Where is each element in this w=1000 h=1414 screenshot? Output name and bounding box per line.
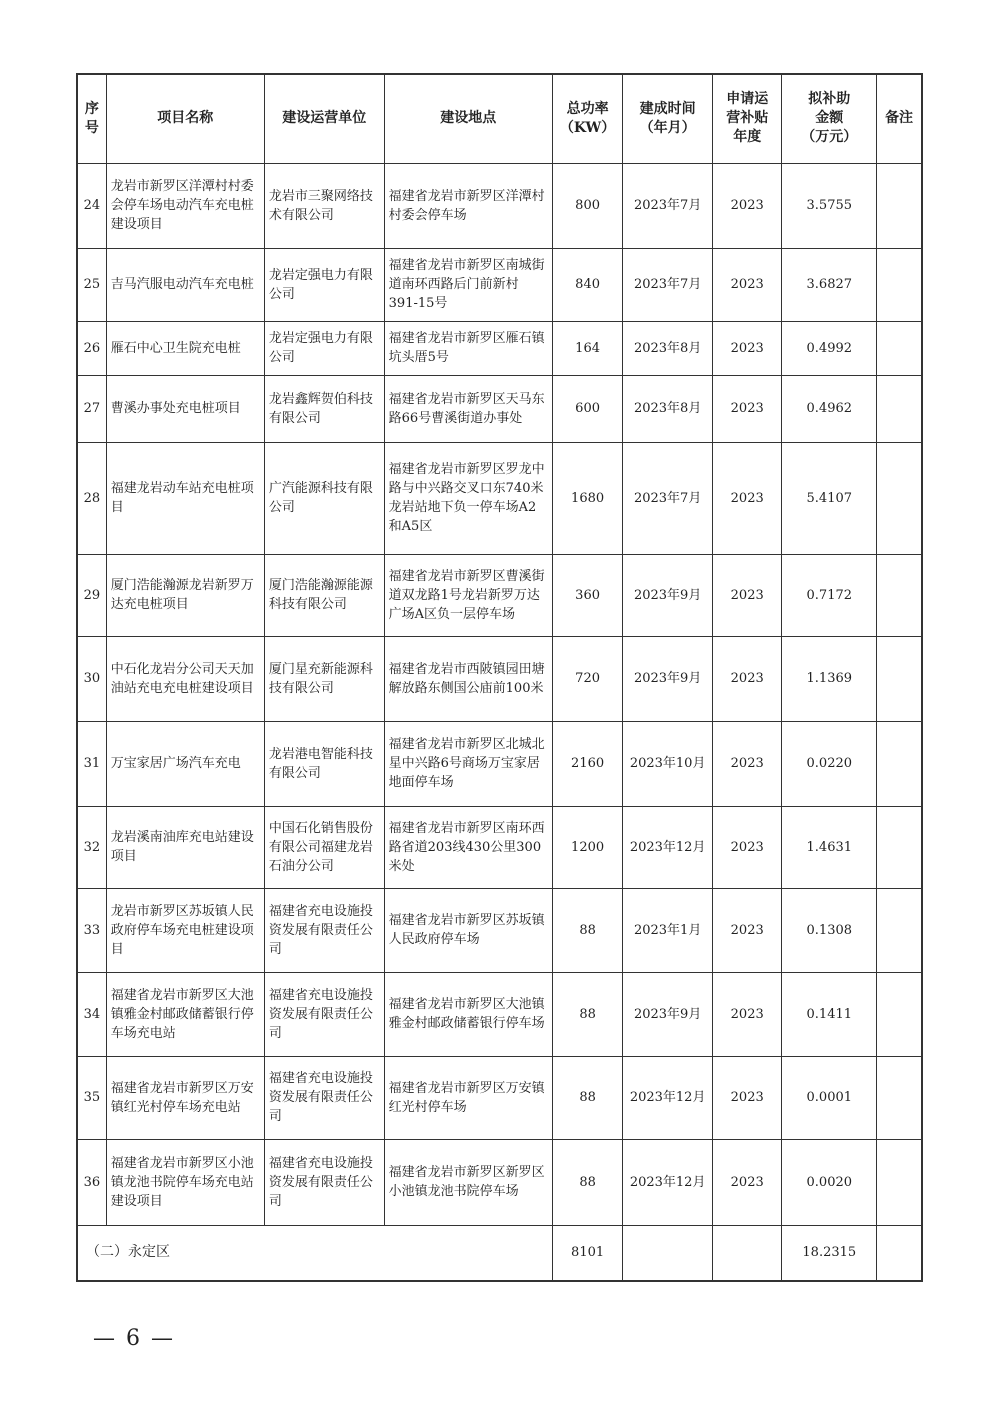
header-line: 年度 (733, 129, 762, 146)
header-line: 拟补助 (808, 91, 851, 108)
table-row (77, 375, 922, 442)
cell-built: 2023年7月 (623, 248, 713, 321)
cell-year: 2023 (712, 636, 781, 721)
cell-no: 35 (77, 1056, 106, 1139)
cell-location: 福建省龙岩市新罗区万安镇红光村停车场 (384, 1056, 552, 1139)
cell-no: 33 (77, 888, 106, 972)
table-row (77, 442, 922, 554)
cell-built: 2023年9月 (623, 554, 713, 636)
cell-built: 2023年9月 (623, 972, 713, 1056)
cell-built: 2023年12月 (623, 806, 713, 888)
table-row (77, 888, 922, 972)
cell-note (877, 554, 922, 636)
cell-unit: 龙岩定强电力有限公司 (264, 248, 384, 321)
cell-power: 800 (552, 163, 623, 248)
cell-no: 36 (77, 1139, 106, 1225)
cell-amount: 3.5755 (782, 163, 877, 248)
subsidy-table (76, 73, 923, 1282)
summary-row (77, 1225, 922, 1281)
cell-note (877, 375, 922, 442)
cell-unit: 龙岩鑫辉贺伯科技有限公司 (264, 375, 384, 442)
header-line: 建设地点 (440, 110, 497, 127)
cell-note (877, 721, 922, 806)
cell-amount: 1.1369 (782, 636, 877, 721)
table-row (77, 972, 922, 1056)
cell-year: 2023 (712, 888, 781, 972)
cell-no: 32 (77, 806, 106, 888)
cell-no: 31 (77, 721, 106, 806)
header-line: （年月） (639, 119, 696, 136)
cell-unit: 福建省充电设施投资发展有限责任公司 (264, 1139, 384, 1225)
cell-no: 27 (77, 375, 106, 442)
cell-no: 26 (77, 321, 106, 375)
table-row (77, 636, 922, 721)
header-line: 营补贴 (726, 110, 769, 127)
summary-year (712, 1225, 781, 1281)
cell-power: 2160 (552, 721, 623, 806)
cell-power: 360 (552, 554, 623, 636)
header-line: （KW） (559, 119, 616, 136)
cell-unit: 福建省充电设施投资发展有限责任公司 (264, 972, 384, 1056)
cell-unit: 福建省充电设施投资发展有限责任公司 (264, 1056, 384, 1139)
cell-amount: 0.1411 (782, 972, 877, 1056)
cell-amount: 0.4962 (782, 375, 877, 442)
cell-name: 福建省龙岩市新罗区万安镇红光村停车场充电站 (106, 1056, 264, 1139)
cell-unit: 龙岩定强电力有限公司 (264, 321, 384, 375)
summary-built (623, 1225, 713, 1281)
header-line: 金额 (815, 110, 844, 127)
cell-no: 29 (77, 554, 106, 636)
cell-no: 30 (77, 636, 106, 721)
cell-unit: 厦门星充新能源科技有限公司 (264, 636, 384, 721)
cell-note (877, 442, 922, 554)
cell-unit: 中国石化销售股份有限公司福建龙岩石油分公司 (264, 806, 384, 888)
cell-built: 2023年8月 (623, 321, 713, 375)
header-unit (264, 74, 384, 163)
table-row (77, 1139, 922, 1225)
cell-location: 福建省龙岩市新罗区北城北星中兴路6号商场万宝家居地面停车场 (384, 721, 552, 806)
cell-name: 中石化龙岩分公司天天加油站充电充电桩建设项目 (106, 636, 264, 721)
cell-power: 600 (552, 375, 623, 442)
cell-unit: 龙岩港电智能科技有限公司 (264, 721, 384, 806)
cell-year: 2023 (712, 554, 781, 636)
cell-unit: 龙岩市三聚网络技术有限公司 (264, 163, 384, 248)
header-built (623, 74, 713, 163)
cell-note (877, 888, 922, 972)
cell-built: 2023年12月 (623, 1139, 713, 1225)
header-power (552, 74, 623, 163)
cell-year: 2023 (712, 1056, 781, 1139)
cell-power: 88 (552, 888, 623, 972)
header-amount (782, 74, 877, 163)
cell-power: 1200 (552, 806, 623, 888)
header-location (384, 74, 552, 163)
table-row (77, 554, 922, 636)
summary-label: （二）永定区 (77, 1225, 552, 1281)
cell-unit: 广汽能源科技有限公司 (264, 442, 384, 554)
cell-name: 万宝家居广场汽车充电 (106, 721, 264, 806)
cell-location: 福建省龙岩市新罗区雁石镇坑头厝5号 (384, 321, 552, 375)
cell-location: 福建省龙岩市新罗区罗龙中路与中兴路交叉口东740米龙岩站地下负一停车场A2和A5区 (384, 442, 552, 554)
header-line: 备注 (885, 110, 914, 127)
header-line: 项目名称 (157, 110, 214, 127)
cell-year: 2023 (712, 375, 781, 442)
cell-location: 福建省龙岩市西陂镇园田塘解放路东侧国公庙前100米 (384, 636, 552, 721)
cell-name: 吉马汽服电动汽车充电桩 (106, 248, 264, 321)
cell-year: 2023 (712, 248, 781, 321)
cell-name: 福建省龙岩市新罗区小池镇龙池书院停车场充电站建设项目 (106, 1139, 264, 1225)
cell-built: 2023年7月 (623, 442, 713, 554)
cell-amount: 1.4631 (782, 806, 877, 888)
cell-note (877, 806, 922, 888)
cell-built: 2023年9月 (623, 636, 713, 721)
cell-power: 88 (552, 1056, 623, 1139)
cell-location: 福建省龙岩市新罗区天马东路66号曹溪街道办事处 (384, 375, 552, 442)
cell-location: 福建省龙岩市新罗区大池镇雅金村邮政储蓄银行停车场 (384, 972, 552, 1056)
cell-built: 2023年7月 (623, 163, 713, 248)
cell-note (877, 1056, 922, 1139)
summary-amount: 18.2315 (782, 1225, 877, 1281)
table-row (77, 1056, 922, 1139)
table-row (77, 248, 922, 321)
table-row (77, 163, 922, 248)
cell-amount: 0.0220 (782, 721, 877, 806)
summary-power: 8101 (552, 1225, 623, 1281)
cell-built: 2023年12月 (623, 1056, 713, 1139)
summary-note (877, 1225, 922, 1281)
cell-year: 2023 (712, 806, 781, 888)
header-year (712, 74, 781, 163)
cell-power: 88 (552, 972, 623, 1056)
cell-built: 2023年8月 (623, 375, 713, 442)
table-row (77, 806, 922, 888)
table-row (77, 721, 922, 806)
header-note (877, 74, 922, 163)
cell-amount: 0.1308 (782, 888, 877, 972)
cell-no: 24 (77, 163, 106, 248)
header-line: 序 (84, 100, 99, 117)
cell-year: 2023 (712, 442, 781, 554)
cell-year: 2023 (712, 972, 781, 1056)
cell-unit: 厦门浩能瀚源能源科技有限公司 (264, 554, 384, 636)
cell-built: 2023年1月 (623, 888, 713, 972)
cell-name: 福建省龙岩市新罗区大池镇雅金村邮政储蓄银行停车场充电站 (106, 972, 264, 1056)
cell-power: 1680 (552, 442, 623, 554)
cell-name: 龙岩市新罗区洋潭村村委会停车场电动汽车充电桩建设项目 (106, 163, 264, 248)
cell-amount: 5.4107 (782, 442, 877, 554)
header-line: 总功率 (566, 100, 609, 117)
cell-note (877, 636, 922, 721)
cell-year: 2023 (712, 721, 781, 806)
cell-note (877, 248, 922, 321)
cell-location: 福建省龙岩市新罗区曹溪街道双龙路1号龙岩新罗万达广场A区负一层停车场 (384, 554, 552, 636)
cell-location: 福建省龙岩市新罗区南环西路省道203线430公里300米处 (384, 806, 552, 888)
header-name (106, 74, 264, 163)
cell-name: 龙岩溪南油库充电站建设项目 (106, 806, 264, 888)
cell-year: 2023 (712, 1139, 781, 1225)
cell-name: 福建龙岩动车站充电桩项目 (106, 442, 264, 554)
cell-name: 雁石中心卫生院充电桩 (106, 321, 264, 375)
header-line: 申请运 (726, 91, 769, 108)
cell-power: 720 (552, 636, 623, 721)
cell-power: 88 (552, 1139, 623, 1225)
cell-location: 福建省龙岩市新罗区南城街道南环西路后门前新村391-15号 (384, 248, 552, 321)
cell-power: 164 (552, 321, 623, 375)
cell-location: 福建省龙岩市新罗区洋潭村村委会停车场 (384, 163, 552, 248)
table-row (77, 321, 922, 375)
cell-amount: 0.4992 (782, 321, 877, 375)
cell-no: 28 (77, 442, 106, 554)
table-header-row (77, 74, 922, 163)
cell-note (877, 972, 922, 1056)
cell-unit: 福建省充电设施投资发展有限责任公司 (264, 888, 384, 972)
header-line: 建设运营单位 (282, 110, 367, 127)
header-line: 号 (84, 119, 99, 136)
cell-amount: 0.0020 (782, 1139, 877, 1225)
header-line: 建成时间 (639, 100, 696, 117)
page-number: — 6 — (93, 1326, 175, 1351)
cell-location: 福建省龙岩市新罗区苏坂镇人民政府停车场 (384, 888, 552, 972)
cell-name: 龙岩市新罗区苏坂镇人民政府停车场充电桩建设项目 (106, 888, 264, 972)
cell-year: 2023 (712, 163, 781, 248)
table-body (77, 163, 922, 1281)
cell-name: 厦门浩能瀚源龙岩新罗万达充电桩项目 (106, 554, 264, 636)
cell-amount: 3.6827 (782, 248, 877, 321)
cell-year: 2023 (712, 321, 781, 375)
cell-name: 曹溪办事处充电桩项目 (106, 375, 264, 442)
cell-note (877, 321, 922, 375)
cell-power: 840 (552, 248, 623, 321)
cell-amount: 0.0001 (782, 1056, 877, 1139)
header-line: （万元） (801, 129, 858, 146)
cell-no: 34 (77, 972, 106, 1056)
cell-location: 福建省龙岩市新罗区新罗区小池镇龙池书院停车场 (384, 1139, 552, 1225)
header-no (77, 74, 106, 163)
cell-built: 2023年10月 (623, 721, 713, 806)
cell-no: 25 (77, 248, 106, 321)
cell-amount: 0.7172 (782, 554, 877, 636)
cell-note (877, 163, 922, 248)
cell-note (877, 1139, 922, 1225)
